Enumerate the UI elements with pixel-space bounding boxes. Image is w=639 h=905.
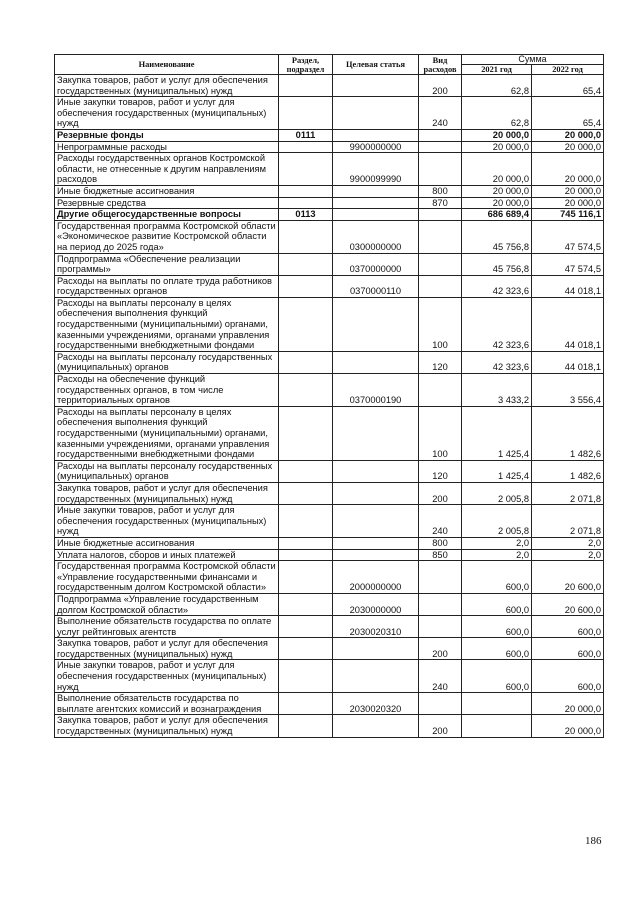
budget-table (54, 54, 604, 738)
row-sum-2022: 600,0 (532, 616, 604, 638)
row-celevaya (333, 129, 419, 141)
row-name: Иные бюджетные ассигнования (55, 185, 279, 197)
row-sum-2022: 44 018,1 (532, 275, 604, 297)
row-celevaya (333, 406, 419, 460)
row-vid: 200 (419, 75, 462, 97)
row-sum-2022: 1 482,6 (532, 406, 604, 460)
row-name: Уплата налогов, сборов и иных платежей (55, 549, 279, 561)
row-razdel (279, 297, 333, 351)
row-razdel (279, 185, 333, 197)
row-name: Другие общегосударственные вопросы (55, 209, 279, 221)
row-vid (419, 275, 462, 297)
row-celevaya: 9900000000 (333, 141, 419, 153)
row-vid: 100 (419, 406, 462, 460)
row-razdel (279, 75, 333, 97)
row-razdel (279, 616, 333, 638)
row-vid (419, 141, 462, 153)
row-sum-2021: 600,0 (462, 638, 532, 660)
table-row (55, 660, 604, 693)
row-sum-2021 (462, 693, 532, 715)
row-sum-2021: 600,0 (462, 593, 532, 615)
row-razdel: 0111 (279, 129, 333, 141)
row-name: Непрограммные расходы (55, 141, 279, 153)
row-sum-2021: 42 323,6 (462, 297, 532, 351)
row-razdel (279, 374, 333, 407)
row-name: Государственная программа Костромской области «Управление государственными финансами и государственным долгом Костромской области» (55, 561, 279, 594)
row-sum-2021: 42 323,6 (462, 351, 532, 373)
row-sum-2022: 65,4 (532, 75, 604, 97)
table-row (55, 460, 604, 482)
row-celevaya: 9900099990 (333, 153, 419, 186)
row-razdel (279, 593, 333, 615)
row-razdel (279, 482, 333, 504)
row-name: Расходы государственных органов Костромской области, не отнесенные к другим направлениям расходов (55, 153, 279, 186)
row-razdel (279, 253, 333, 275)
page-number: 186 (585, 835, 602, 847)
table-row (55, 275, 604, 297)
table-row (55, 153, 604, 186)
row-razdel (279, 549, 333, 561)
document-page (54, 54, 603, 738)
row-razdel (279, 638, 333, 660)
row-sum-2022: 3 556,4 (532, 374, 604, 407)
row-sum-2022: 47 574,5 (532, 253, 604, 275)
row-celevaya: 2030020320 (333, 693, 419, 715)
table-row (55, 715, 604, 737)
row-vid: 240 (419, 505, 462, 538)
row-name: Подпрограмма «Обеспечение реализации программы» (55, 253, 279, 275)
table-row (55, 537, 604, 549)
row-razdel (279, 537, 333, 549)
row-sum-2021: 3 433,2 (462, 374, 532, 407)
row-vid (419, 374, 462, 407)
row-vid (419, 220, 462, 253)
row-sum-2021: 2 005,8 (462, 505, 532, 538)
row-name: Выполнение обязательств государства по выплате агентских комиссий и вознаграждения (55, 693, 279, 715)
row-sum-2022: 20 000,0 (532, 693, 604, 715)
row-name: Закупка товаров, работ и услуг для обеспечения государственных (муниципальных) нужд (55, 75, 279, 97)
table-row (55, 75, 604, 97)
row-name: Резервные фонды (55, 129, 279, 141)
table-body (55, 75, 604, 738)
table-row (55, 549, 604, 561)
row-celevaya: 2030000000 (333, 593, 419, 615)
table-header (55, 55, 604, 75)
row-sum-2021: 600,0 (462, 561, 532, 594)
row-celevaya (333, 460, 419, 482)
row-sum-2021: 600,0 (462, 660, 532, 693)
row-name: Закупка товаров, работ и услуг для обеспечения государственных (муниципальных) нужд (55, 638, 279, 660)
row-sum-2022: 745 116,1 (532, 209, 604, 221)
row-sum-2021: 62,8 (462, 75, 532, 97)
row-sum-2022: 20 000,0 (532, 715, 604, 737)
row-vid: 800 (419, 537, 462, 549)
table-row (55, 616, 604, 638)
row-vid (419, 253, 462, 275)
row-celevaya (333, 209, 419, 221)
row-celevaya (333, 638, 419, 660)
row-name: Государственная программа Костромской области «Экономическое развитие Костромской области на период до 2025 года» (55, 220, 279, 253)
row-name: Расходы на выплаты по оплате труда работников государственных органов (55, 275, 279, 297)
row-vid (419, 616, 462, 638)
row-razdel (279, 141, 333, 153)
row-name: Иные бюджетные ассигнования (55, 537, 279, 549)
row-name: Закупка товаров, работ и услуг для обеспечения государственных (муниципальных) нужд (55, 482, 279, 504)
row-sum-2022: 20 000,0 (532, 129, 604, 141)
row-sum-2022: 600,0 (532, 660, 604, 693)
row-sum-2021: 20 000,0 (462, 141, 532, 153)
row-celevaya: 0300000000 (333, 220, 419, 253)
row-vid (419, 153, 462, 186)
row-sum-2021: 20 000,0 (462, 129, 532, 141)
header-year-2021: 2021 год (462, 65, 532, 75)
row-sum-2022: 600,0 (532, 638, 604, 660)
row-sum-2022: 47 574,5 (532, 220, 604, 253)
table-row (55, 209, 604, 221)
row-vid (419, 593, 462, 615)
table-row (55, 406, 604, 460)
row-vid (419, 561, 462, 594)
row-razdel (279, 460, 333, 482)
row-sum-2021: 686 689,4 (462, 209, 532, 221)
row-vid: 120 (419, 460, 462, 482)
row-celevaya (333, 715, 419, 737)
row-name: Расходы на обеспечение функций государственных органов, в том числе территориальных органов (55, 374, 279, 407)
row-celevaya: 2030020310 (333, 616, 419, 638)
table-row (55, 297, 604, 351)
row-razdel (279, 275, 333, 297)
row-razdel (279, 505, 333, 538)
row-celevaya (333, 537, 419, 549)
row-celevaya (333, 297, 419, 351)
row-razdel (279, 715, 333, 737)
table-row (55, 561, 604, 594)
table-row (55, 185, 604, 197)
table-row (55, 220, 604, 253)
row-sum-2021: 45 756,8 (462, 253, 532, 275)
row-vid: 200 (419, 638, 462, 660)
row-razdel (279, 406, 333, 460)
row-razdel (279, 561, 333, 594)
row-name: Расходы на выплаты персоналу государственных (муниципальных) органов (55, 460, 279, 482)
row-vid: 240 (419, 660, 462, 693)
row-razdel: 0113 (279, 209, 333, 221)
row-sum-2021: 2,0 (462, 537, 532, 549)
row-sum-2022: 20 000,0 (532, 197, 604, 209)
row-razdel (279, 197, 333, 209)
row-name: Резервные средства (55, 197, 279, 209)
row-vid (419, 209, 462, 221)
row-sum-2022: 44 018,1 (532, 351, 604, 373)
row-name: Иные закупки товаров, работ и услуг для обеспечения государственных (муниципальных) нужд (55, 97, 279, 130)
row-celevaya: 2000000000 (333, 561, 419, 594)
row-sum-2022: 20 000,0 (532, 153, 604, 186)
table-row (55, 253, 604, 275)
table-row (55, 482, 604, 504)
row-celevaya (333, 505, 419, 538)
row-vid: 800 (419, 185, 462, 197)
table-row (55, 351, 604, 373)
header-name: Наименование (55, 55, 279, 75)
row-vid: 200 (419, 715, 462, 737)
table-row (55, 97, 604, 130)
row-celevaya: 0370000000 (333, 253, 419, 275)
row-sum-2021: 20 000,0 (462, 153, 532, 186)
table-row (55, 693, 604, 715)
row-razdel (279, 97, 333, 130)
row-sum-2022: 20 000,0 (532, 141, 604, 153)
row-razdel (279, 693, 333, 715)
row-sum-2021: 1 425,4 (462, 406, 532, 460)
row-name: Расходы на выплаты персоналу в целях обеспечения выполнения функций государственными (муниципальными) органами, казенными учреждениями, органами управления государственными внебюджетными фондами (55, 406, 279, 460)
row-sum-2021 (462, 715, 532, 737)
row-sum-2021: 1 425,4 (462, 460, 532, 482)
header-year-2022: 2022 год (532, 65, 604, 75)
row-sum-2021: 600,0 (462, 616, 532, 638)
header-vid: Вид расходов (419, 55, 462, 75)
table-row (55, 505, 604, 538)
row-razdel (279, 351, 333, 373)
row-razdel (279, 153, 333, 186)
row-celevaya: 0370000190 (333, 374, 419, 407)
row-name: Иные закупки товаров, работ и услуг для обеспечения государственных (муниципальных) нужд (55, 505, 279, 538)
row-celevaya (333, 660, 419, 693)
header-razdel: Раздел, подраздел (279, 55, 333, 75)
row-vid (419, 693, 462, 715)
row-sum-2022: 20 000,0 (532, 185, 604, 197)
row-sum-2022: 20 600,0 (532, 561, 604, 594)
table-row (55, 374, 604, 407)
row-sum-2021: 20 000,0 (462, 197, 532, 209)
row-vid: 100 (419, 297, 462, 351)
table-row (55, 593, 604, 615)
row-name: Расходы на выплаты персоналу в целях обеспечения выполнения функций государственными (муниципальными) органами, казенными учреждениями, органами управления государственными внебюджетными фондами (55, 297, 279, 351)
row-name: Закупка товаров, работ и услуг для обеспечения государственных (муниципальных) нужд (55, 715, 279, 737)
row-sum-2022: 2 071,8 (532, 482, 604, 504)
table-row (55, 129, 604, 141)
row-razdel (279, 660, 333, 693)
header-celevaya: Целевая статья (333, 55, 419, 75)
row-name: Подпрограмма «Управление государственным долгом Костромской области» (55, 593, 279, 615)
row-celevaya (333, 549, 419, 561)
row-celevaya (333, 185, 419, 197)
row-sum-2022: 2,0 (532, 549, 604, 561)
row-vid (419, 129, 462, 141)
table-row (55, 141, 604, 153)
row-sum-2021: 62,8 (462, 97, 532, 130)
row-sum-2022: 44 018,1 (532, 297, 604, 351)
row-vid: 120 (419, 351, 462, 373)
row-vid: 870 (419, 197, 462, 209)
row-celevaya (333, 197, 419, 209)
row-name: Выполнение обязательств государства по оплате услуг рейтинговых агентств (55, 616, 279, 638)
row-sum-2022: 2,0 (532, 537, 604, 549)
row-vid: 240 (419, 97, 462, 130)
row-vid: 850 (419, 549, 462, 561)
row-sum-2022: 65,4 (532, 97, 604, 130)
row-celevaya (333, 75, 419, 97)
row-celevaya (333, 351, 419, 373)
header-summa: Сумма (462, 55, 604, 65)
row-name: Расходы на выплаты персоналу государственных (муниципальных) органов (55, 351, 279, 373)
row-sum-2021: 2,0 (462, 549, 532, 561)
row-razdel (279, 220, 333, 253)
table-row (55, 638, 604, 660)
row-name: Иные закупки товаров, работ и услуг для обеспечения государственных (муниципальных) нужд (55, 660, 279, 693)
row-sum-2022: 20 600,0 (532, 593, 604, 615)
row-celevaya (333, 97, 419, 130)
row-vid: 200 (419, 482, 462, 504)
row-sum-2021: 2 005,8 (462, 482, 532, 504)
row-celevaya: 0370000110 (333, 275, 419, 297)
table-row (55, 197, 604, 209)
row-sum-2021: 20 000,0 (462, 185, 532, 197)
row-celevaya (333, 482, 419, 504)
row-sum-2022: 1 482,6 (532, 460, 604, 482)
row-sum-2021: 45 756,8 (462, 220, 532, 253)
row-sum-2021: 42 323,6 (462, 275, 532, 297)
row-sum-2022: 2 071,8 (532, 505, 604, 538)
